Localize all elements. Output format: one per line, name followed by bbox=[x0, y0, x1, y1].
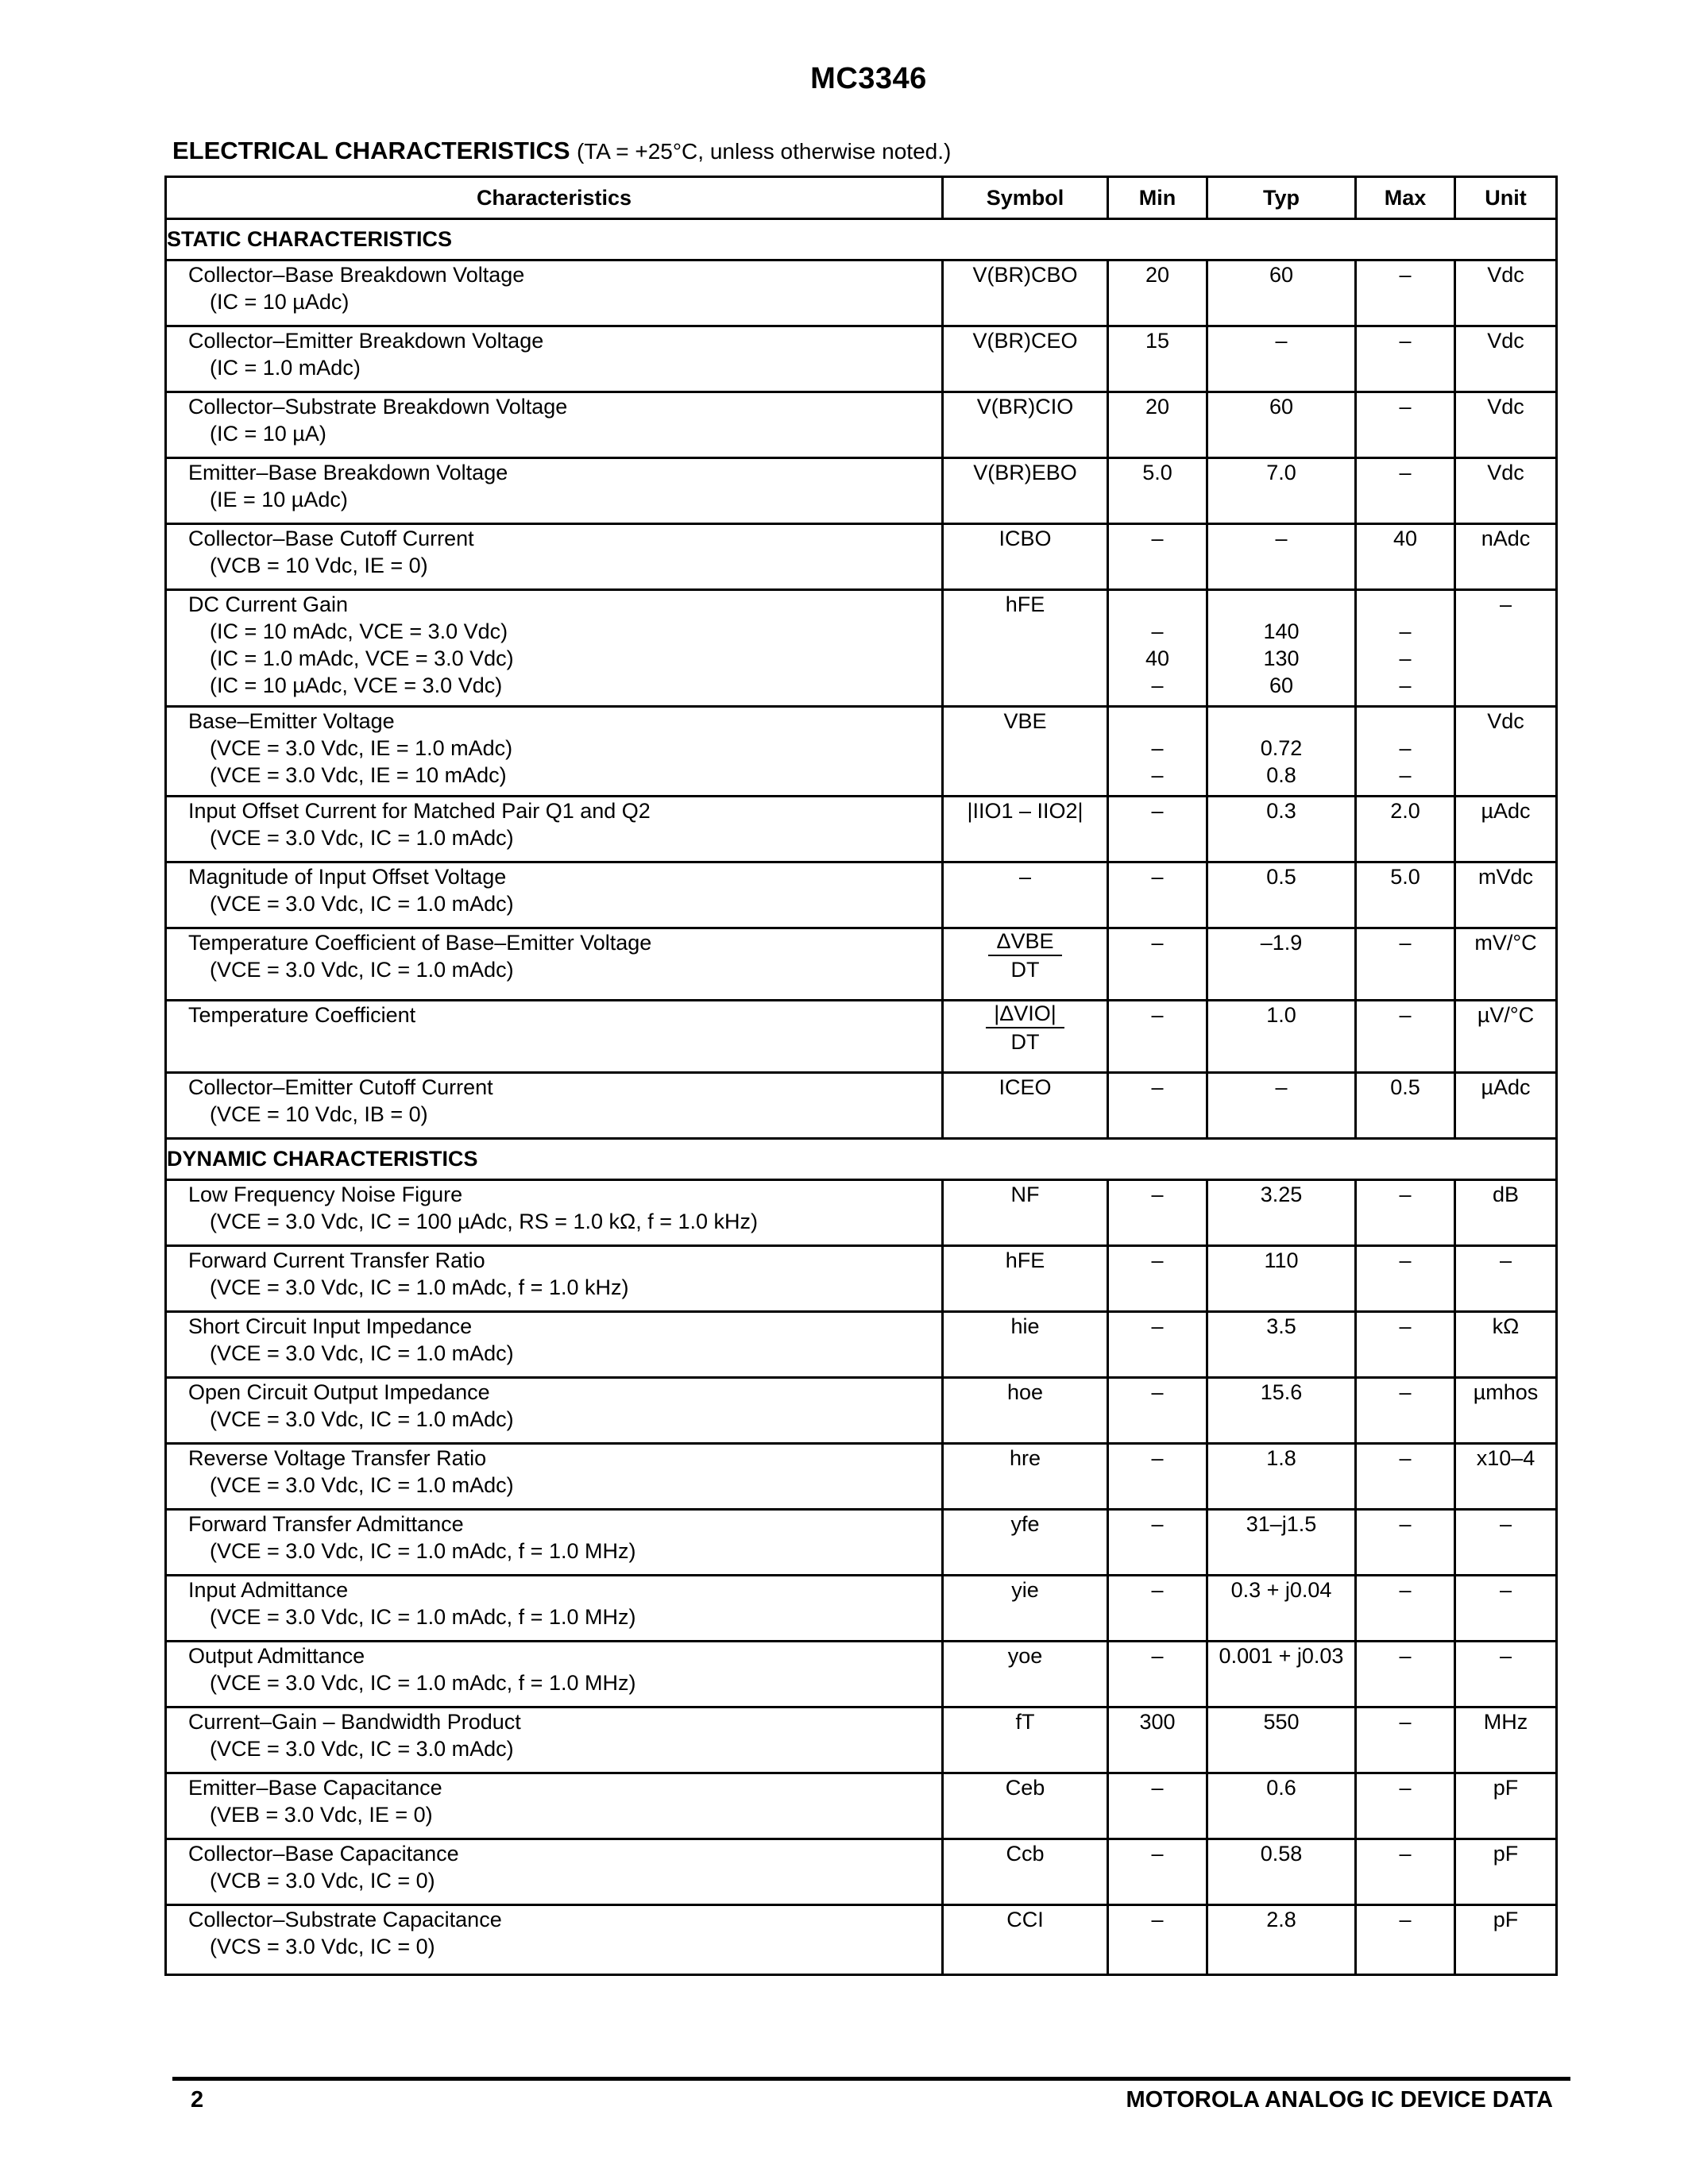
row-condition: (VCE = 3.0 Vdc, IC = 1.0 mAdc) bbox=[210, 958, 514, 982]
row-symbol: hoe bbox=[943, 1378, 1108, 1444]
row-symbol: ICBO bbox=[943, 524, 1108, 590]
table-row bbox=[166, 1905, 1557, 1975]
header-typ: Typ bbox=[1207, 177, 1356, 219]
row-name: Temperature Coefficient bbox=[188, 1003, 416, 1027]
row-name: Input Admittance bbox=[188, 1578, 349, 1602]
row-typ: 15.6 bbox=[1207, 1378, 1356, 1444]
row-typ: – bbox=[1207, 524, 1356, 590]
row-symbol: V(BR)CIO bbox=[943, 392, 1108, 458]
row-symbol: V(BR)EBO bbox=[943, 458, 1108, 524]
row-max: – bbox=[1356, 1246, 1455, 1312]
row-min: – bbox=[1108, 1180, 1207, 1246]
row-condition: (VCE = 3.0 Vdc, IC = 1.0 mAdc, f = 1.0 kHz) bbox=[210, 1275, 629, 1299]
row-typ: 2.8 bbox=[1207, 1905, 1356, 1975]
cell-value: – bbox=[1399, 619, 1412, 643]
row-condition: (VCE = 3.0 Vdc, IC = 100 µAdc, RS = 1.0 kΩ, f = 1.0 kHz) bbox=[210, 1210, 759, 1233]
row-min: 20 bbox=[1108, 392, 1207, 458]
row-name: Collector–Base Capacitance bbox=[188, 1842, 459, 1866]
row-max bbox=[1356, 590, 1455, 707]
cell-value: 0.8 bbox=[1266, 763, 1296, 787]
row-typ: 550 bbox=[1207, 1707, 1356, 1773]
row-max: – bbox=[1356, 1001, 1455, 1073]
row-name: DC Current Gain bbox=[188, 592, 349, 616]
table-row bbox=[166, 1246, 1557, 1312]
row-name: Collector–Emitter Cutoff Current bbox=[188, 1075, 493, 1099]
row-max: 5.0 bbox=[1356, 862, 1455, 928]
row-name: Emitter–Base Breakdown Voltage bbox=[188, 461, 508, 484]
row-typ: 1.0 bbox=[1207, 1001, 1356, 1073]
row-unit: – bbox=[1455, 1642, 1557, 1707]
row-symbol: fT bbox=[943, 1707, 1108, 1773]
row-max: – bbox=[1356, 1312, 1455, 1378]
table-row bbox=[166, 1312, 1557, 1378]
row-typ bbox=[1207, 590, 1356, 707]
table-row bbox=[166, 1378, 1557, 1444]
row-typ: 60 bbox=[1207, 392, 1356, 458]
table-row bbox=[166, 1773, 1557, 1839]
footer-divider bbox=[172, 2077, 1570, 2081]
row-symbol: V(BR)CEO bbox=[943, 326, 1108, 392]
symbol-denominator: DT bbox=[1010, 958, 1040, 982]
row-condition: (VCE = 3.0 Vdc, IC = 1.0 mAdc, f = 1.0 MHz) bbox=[210, 1671, 636, 1695]
header-unit: Unit bbox=[1455, 177, 1557, 219]
row-typ: 1.8 bbox=[1207, 1444, 1356, 1510]
cell-value: 60 bbox=[1269, 673, 1294, 697]
table-header-row bbox=[166, 177, 1557, 219]
table-row bbox=[166, 928, 1557, 1001]
row-unit: µAdc bbox=[1455, 797, 1557, 862]
row-max: – bbox=[1356, 458, 1455, 524]
row-symbol: |IIO1 – IIO2| bbox=[943, 797, 1108, 862]
row-min: – bbox=[1108, 1642, 1207, 1707]
table-row bbox=[166, 1642, 1557, 1707]
row-unit: Vdc bbox=[1455, 326, 1557, 392]
row-condition: (VCS = 3.0 Vdc, IC = 0) bbox=[210, 1935, 435, 1958]
row-unit: Vdc bbox=[1455, 458, 1557, 524]
cell-value: – bbox=[1399, 763, 1412, 787]
row-unit: – bbox=[1455, 1510, 1557, 1576]
row-max: – bbox=[1356, 1642, 1455, 1707]
row-max: – bbox=[1356, 1378, 1455, 1444]
table-row bbox=[166, 1839, 1557, 1905]
row-unit: Vdc bbox=[1455, 707, 1557, 797]
row-symbol: hie bbox=[943, 1312, 1108, 1378]
row-typ: –1.9 bbox=[1207, 928, 1356, 1001]
row-max: – bbox=[1356, 928, 1455, 1001]
row-typ: – bbox=[1207, 326, 1356, 392]
table-row-vbe bbox=[166, 707, 1557, 797]
cell-value: 140 bbox=[1263, 619, 1300, 643]
row-min: – bbox=[1108, 1773, 1207, 1839]
row-max bbox=[1356, 707, 1455, 797]
row-symbol: Ceb bbox=[943, 1773, 1108, 1839]
section-heading bbox=[172, 137, 951, 165]
row-name: Collector–Base Cutoff Current bbox=[188, 527, 474, 550]
row-symbol: NF bbox=[943, 1180, 1108, 1246]
row-unit: µAdc bbox=[1455, 1073, 1557, 1139]
table-row bbox=[166, 1576, 1557, 1642]
table-row bbox=[166, 260, 1557, 326]
row-typ: 0.5 bbox=[1207, 862, 1356, 928]
row-condition: (VCB = 10 Vdc, IE = 0) bbox=[210, 554, 428, 577]
row-min: – bbox=[1108, 1510, 1207, 1576]
row-min: – bbox=[1108, 928, 1207, 1001]
row-unit: x10–4 bbox=[1455, 1444, 1557, 1510]
row-min bbox=[1108, 590, 1207, 707]
row-min: – bbox=[1108, 797, 1207, 862]
row-typ bbox=[1207, 707, 1356, 797]
row-unit: Vdc bbox=[1455, 392, 1557, 458]
row-min: 20 bbox=[1108, 260, 1207, 326]
row-unit: pF bbox=[1455, 1905, 1557, 1975]
row-typ: 3.25 bbox=[1207, 1180, 1356, 1246]
row-min: – bbox=[1108, 1444, 1207, 1510]
row-condition: (VCE = 3.0 Vdc, IC = 1.0 mAdc) bbox=[210, 826, 514, 850]
row-max: – bbox=[1356, 1444, 1455, 1510]
row-symbol: – bbox=[943, 862, 1108, 928]
row-typ: 3.5 bbox=[1207, 1312, 1356, 1378]
row-name: Collector–Emitter Breakdown Voltage bbox=[188, 329, 544, 353]
row-condition: (VCE = 3.0 Vdc, IC = 1.0 mAdc) bbox=[210, 1473, 514, 1497]
dynamic-section-title: DYNAMIC CHARACTERISTICS bbox=[166, 1139, 1557, 1180]
table-row bbox=[166, 1444, 1557, 1510]
row-symbol: CCI bbox=[943, 1905, 1108, 1975]
header-symbol: Symbol bbox=[943, 177, 1108, 219]
row-typ: 0.58 bbox=[1207, 1839, 1356, 1905]
row-min bbox=[1108, 707, 1207, 797]
row-min: 15 bbox=[1108, 326, 1207, 392]
header-characteristics: Characteristics bbox=[166, 177, 943, 219]
row-min: – bbox=[1108, 1073, 1207, 1139]
row-condition: (VCE = 3.0 Vdc, IC = 1.0 mAdc) bbox=[210, 1407, 514, 1431]
page-title: MC3346 bbox=[810, 62, 927, 95]
row-name: Low Frequency Noise Figure bbox=[188, 1183, 463, 1206]
row-unit: µV/°C bbox=[1455, 1001, 1557, 1073]
row-symbol bbox=[943, 1001, 1108, 1073]
row-unit: MHz bbox=[1455, 1707, 1557, 1773]
header-min: Min bbox=[1108, 177, 1207, 219]
row-name: Magnitude of Input Offset Voltage bbox=[188, 865, 507, 889]
row-name: Base–Emitter Voltage bbox=[188, 709, 395, 733]
table-row bbox=[166, 1001, 1557, 1073]
symbol-denominator: DT bbox=[1010, 1030, 1040, 1054]
row-name: Temperature Coefficient of Base–Emitter Voltage bbox=[188, 931, 652, 955]
row-min: 5.0 bbox=[1108, 458, 1207, 524]
row-max: – bbox=[1356, 1905, 1455, 1975]
row-condition: (VEB = 3.0 Vdc, IE = 0) bbox=[210, 1803, 433, 1827]
row-typ: 0.3 bbox=[1207, 797, 1356, 862]
table-row bbox=[166, 392, 1557, 458]
dynamic-section-row bbox=[166, 1139, 1557, 1180]
row-max: 0.5 bbox=[1356, 1073, 1455, 1139]
section-heading-note: (TA = +25°C, unless otherwise noted.) bbox=[576, 139, 952, 164]
row-max: – bbox=[1356, 1576, 1455, 1642]
table-row bbox=[166, 1707, 1557, 1773]
cell-value: – bbox=[1151, 763, 1164, 787]
row-name: Forward Transfer Admittance bbox=[188, 1512, 464, 1536]
row-unit: µmhos bbox=[1455, 1378, 1557, 1444]
table-row bbox=[166, 458, 1557, 524]
row-typ: 31–j1.5 bbox=[1207, 1510, 1356, 1576]
cell-value: – bbox=[1151, 619, 1164, 643]
row-name: Reverse Voltage Transfer Ratio bbox=[188, 1446, 487, 1470]
cell-value: – bbox=[1151, 736, 1164, 760]
row-condition: (VCE = 10 Vdc, IB = 0) bbox=[210, 1102, 428, 1126]
row-unit: dB bbox=[1455, 1180, 1557, 1246]
cell-value: – bbox=[1151, 673, 1164, 697]
row-name: Collector–Substrate Breakdown Voltage bbox=[188, 395, 568, 419]
row-unit: pF bbox=[1455, 1773, 1557, 1839]
row-name: Input Offset Current for Matched Pair Q1 and Q2 bbox=[188, 799, 651, 823]
row-min: – bbox=[1108, 1905, 1207, 1975]
cell-value: – bbox=[1399, 646, 1412, 670]
row-condition: (VCE = 3.0 Vdc, IC = 1.0 mAdc) bbox=[210, 892, 514, 916]
row-condition: (VCE = 3.0 Vdc, IE = 10 mAdc) bbox=[210, 763, 507, 787]
header-max: Max bbox=[1356, 177, 1455, 219]
row-name: Collector–Base Breakdown Voltage bbox=[188, 263, 525, 287]
row-typ: 60 bbox=[1207, 260, 1356, 326]
footer-publication: MOTOROLA ANALOG IC DEVICE DATA bbox=[1126, 2087, 1553, 2113]
row-typ: – bbox=[1207, 1073, 1356, 1139]
row-symbol bbox=[943, 928, 1108, 1001]
row-max: – bbox=[1356, 260, 1455, 326]
row-max: – bbox=[1356, 392, 1455, 458]
row-max: – bbox=[1356, 1180, 1455, 1246]
row-condition: (IC = 10 µA) bbox=[210, 422, 326, 446]
row-min: – bbox=[1108, 1001, 1207, 1073]
row-unit: – bbox=[1455, 590, 1557, 707]
row-unit: – bbox=[1455, 1576, 1557, 1642]
row-condition: (VCB = 3.0 Vdc, IC = 0) bbox=[210, 1869, 435, 1893]
row-max: – bbox=[1356, 1707, 1455, 1773]
row-condition: (VCE = 3.0 Vdc, IC = 3.0 mAdc) bbox=[210, 1737, 514, 1761]
row-max: 2.0 bbox=[1356, 797, 1455, 862]
cell-value: – bbox=[1399, 673, 1412, 697]
row-min: – bbox=[1108, 862, 1207, 928]
table-row bbox=[166, 797, 1557, 862]
row-min: – bbox=[1108, 1576, 1207, 1642]
row-symbol: Ccb bbox=[943, 1839, 1108, 1905]
row-max: – bbox=[1356, 326, 1455, 392]
row-max: – bbox=[1356, 1773, 1455, 1839]
row-unit: mV/°C bbox=[1455, 928, 1557, 1001]
row-name: Open Circuit Output Impedance bbox=[188, 1380, 490, 1404]
row-min: – bbox=[1108, 1246, 1207, 1312]
row-unit: mVdc bbox=[1455, 862, 1557, 928]
cell-value: 40 bbox=[1145, 646, 1170, 670]
table-row bbox=[166, 862, 1557, 928]
row-symbol: ICEO bbox=[943, 1073, 1108, 1139]
row-unit: pF bbox=[1455, 1839, 1557, 1905]
row-symbol: hFE bbox=[943, 590, 1108, 707]
row-min: – bbox=[1108, 1839, 1207, 1905]
row-unit: kΩ bbox=[1455, 1312, 1557, 1378]
table-row bbox=[166, 1073, 1557, 1139]
row-condition: (IC = 1.0 mAdc) bbox=[210, 356, 361, 380]
row-name: Collector–Substrate Capacitance bbox=[188, 1908, 502, 1931]
row-max: – bbox=[1356, 1510, 1455, 1576]
row-min: – bbox=[1108, 524, 1207, 590]
row-typ: 0.6 bbox=[1207, 1773, 1356, 1839]
cell-value: 130 bbox=[1263, 646, 1300, 670]
symbol-numerator: ΔVBE bbox=[988, 929, 1061, 956]
table-row-dc-gain bbox=[166, 590, 1557, 707]
row-name: Output Admittance bbox=[188, 1644, 365, 1668]
row-condition: (VCE = 3.0 Vdc, IC = 1.0 mAdc, f = 1.0 MHz) bbox=[210, 1539, 636, 1563]
row-symbol: yie bbox=[943, 1576, 1108, 1642]
symbol-numerator: |ΔVIO| bbox=[986, 1001, 1064, 1028]
row-unit: Vdc bbox=[1455, 260, 1557, 326]
table-row bbox=[166, 524, 1557, 590]
row-condition: (IC = 1.0 mAdc, VCE = 3.0 Vdc) bbox=[210, 646, 514, 670]
row-condition: (IC = 10 mAdc, VCE = 3.0 Vdc) bbox=[210, 619, 508, 643]
row-symbol: hre bbox=[943, 1444, 1108, 1510]
page-number: 2 bbox=[191, 2087, 204, 2113]
row-max: – bbox=[1356, 1839, 1455, 1905]
row-name: Emitter–Base Capacitance bbox=[188, 1776, 442, 1800]
table-row bbox=[166, 326, 1557, 392]
table-row bbox=[166, 1510, 1557, 1576]
row-symbol: yoe bbox=[943, 1642, 1108, 1707]
row-typ: 110 bbox=[1207, 1246, 1356, 1312]
table-row bbox=[166, 1180, 1557, 1246]
electrical-characteristics-table bbox=[164, 176, 1558, 1976]
cell-value: – bbox=[1399, 736, 1412, 760]
row-symbol: yfe bbox=[943, 1510, 1108, 1576]
row-max: 40 bbox=[1356, 524, 1455, 590]
row-condition: (IC = 10 µAdc, VCE = 3.0 Vdc) bbox=[210, 673, 503, 697]
row-symbol: VBE bbox=[943, 707, 1108, 797]
row-condition: (VCE = 3.0 Vdc, IC = 1.0 mAdc, f = 1.0 MHz) bbox=[210, 1605, 636, 1629]
row-symbol: hFE bbox=[943, 1246, 1108, 1312]
row-unit: nAdc bbox=[1455, 524, 1557, 590]
row-condition: (VCE = 3.0 Vdc, IC = 1.0 mAdc) bbox=[210, 1341, 514, 1365]
row-condition: (VCE = 3.0 Vdc, IE = 1.0 mAdc) bbox=[210, 736, 513, 760]
row-unit: – bbox=[1455, 1246, 1557, 1312]
row-typ: 7.0 bbox=[1207, 458, 1356, 524]
section-heading-title: ELECTRICAL CHARACTERISTICS bbox=[172, 137, 570, 164]
row-min: 300 bbox=[1108, 1707, 1207, 1773]
row-min: – bbox=[1108, 1312, 1207, 1378]
row-typ: 0.3 + j0.04 bbox=[1207, 1576, 1356, 1642]
static-section-row bbox=[166, 219, 1557, 260]
row-condition: (IE = 10 µAdc) bbox=[210, 488, 348, 511]
row-name: Current–Gain – Bandwidth Product bbox=[188, 1710, 521, 1734]
row-min: – bbox=[1108, 1378, 1207, 1444]
row-typ: 0.001 + j0.03 bbox=[1207, 1642, 1356, 1707]
static-section-title: STATIC CHARACTERISTICS bbox=[166, 219, 1557, 260]
row-name: Short Circuit Input Impedance bbox=[188, 1314, 473, 1338]
row-name: Forward Current Transfer Ratio bbox=[188, 1248, 485, 1272]
row-symbol: V(BR)CBO bbox=[943, 260, 1108, 326]
cell-value: 0.72 bbox=[1260, 736, 1303, 760]
row-condition: (IC = 10 µAdc) bbox=[210, 290, 350, 314]
